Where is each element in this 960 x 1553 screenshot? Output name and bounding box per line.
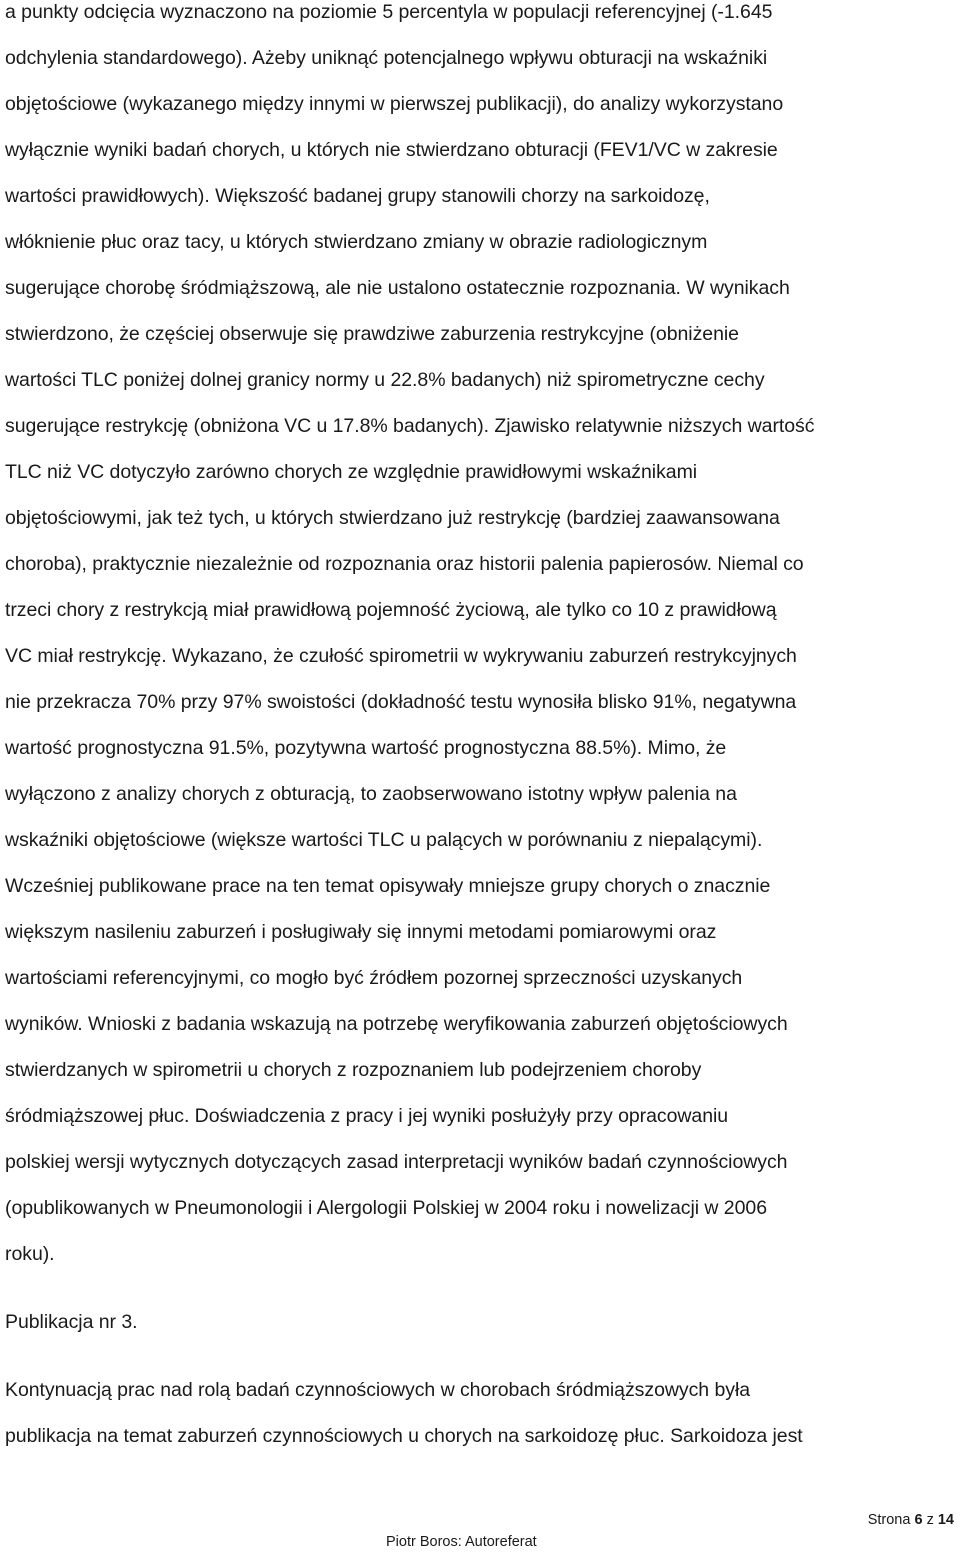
page-current: 6: [914, 1512, 923, 1528]
text-line: Wcześniej publikowane prace na ten temat opisywały mniejsze grupy chorych o znacznie: [5, 875, 771, 897]
section-heading: Publikacja nr 3.: [5, 1311, 138, 1333]
text-line: Kontynuacją prac nad rolą badań czynnościowych w chorobach śródmiąższowych była: [5, 1379, 751, 1401]
text-line: wartość prognostyczna 91.5%, pozytywna wartość prognostyczna 88.5%). Mimo, że: [5, 737, 727, 759]
text-line: większym nasileniu zaburzeń i posługiwały się innymi metodami pomiarowymi oraz: [5, 921, 717, 943]
text-line: wskaźniki objętościowe (większe wartości TLC u palących w porównaniu z niepalącymi).: [5, 829, 763, 851]
text-line: a punkty odcięcia wyznaczono na poziomie 5 percentyla w populacji referencyjnej (-1.645: [5, 1, 773, 23]
text-line: wartości TLC poniżej dolnej granicy normy u 22.8% badanych) niż spirometryczne cechy: [5, 369, 765, 391]
page-number: [868, 1511, 954, 1529]
text-line: wartości prawidłowych). Większość badanej grupy stanowili chorzy na sarkoidozę,: [5, 185, 710, 207]
text-line: (opublikowanych w Pneumonologii i Alergologii Polskiej w 2004 roku i nowelizacji w 2006: [5, 1197, 767, 1219]
text-line: trzeci chory z restrykcją miał prawidłową pojemność życiową, ale tylko co 10 z prawidłową: [5, 599, 777, 621]
text-line: włóknienie płuc oraz tacy, u których stwierdzano zmiany w obrazie radiologicznym: [5, 231, 708, 253]
text-line: wyników. Wnioski z badania wskazują na potrzebę weryfikowania zaburzeń objętościowych: [5, 1013, 788, 1035]
text-line: wyłączono z analizy chorych z obturacją, to zaobserwowano istotny wpływ palenia na: [5, 783, 737, 805]
text-line: choroba), praktycznie niezależnie od rozpoznania oraz historii palenia papierosów. Niemal co: [5, 553, 804, 575]
text-line: roku).: [5, 1243, 55, 1265]
footer-author: Piotr Boros: Autoreferat: [386, 1534, 537, 1550]
text-line: publikacja na temat zaburzeń czynnościowych u chorych na sarkoidozę płuc. Sarkoidoza jest: [5, 1425, 803, 1447]
text-line: wyłącznie wyniki badań chorych, u których nie stwierdzano obturacji (FEV1/VC w zakresie: [5, 139, 778, 161]
page-separator: z: [926, 1512, 934, 1528]
text-line: odchylenia standardowego). Ażeby uniknąć potencjalnego wpływu obturacji na wskaźniki: [5, 47, 768, 69]
text-line: wartościami referencyjnymi, co mogło być źródłem pozornej sprzeczności uzyskanych: [5, 967, 743, 989]
page-total: 14: [937, 1512, 954, 1528]
text-line: polskiej wersji wytycznych dotyczących zasad interpretacji wyników badań czynnościowych: [5, 1151, 788, 1173]
text-line: śródmiąższowej płuc. Doświadczenia z pracy i jej wyniki posłużyły przy opracowaniu: [5, 1105, 729, 1127]
text-line: stwierdzono, że częściej obserwuje się prawdziwe zaburzenia restrykcyjne (obniżenie: [5, 323, 739, 345]
text-line: stwierdzanych w spirometrii u chorych z rozpoznaniem lub podejrzeniem choroby: [5, 1059, 702, 1081]
page-label: Strona: [867, 1512, 911, 1528]
text-line: sugerujące restrykcję (obniżona VC u 17.8% badanych). Zjawisko relatywnie niższych wartość: [5, 415, 815, 437]
text-line: VC miał restrykcję. Wykazano, że czułość spirometrii w wykrywaniu zaburzeń restrykcyjnych: [5, 645, 797, 667]
text-line: nie przekracza 70% przy 97% swoistości (dokładność testu wynosiła blisko 91%, negatywna: [5, 691, 797, 713]
text-line: TLC niż VC dotyczyło zarówno chorych ze względnie prawidłowymi wskaźnikami: [5, 461, 698, 483]
text-line: objętościowymi, jak też tych, u których stwierdzano już restrykcję (bardziej zaawansowana: [5, 507, 780, 529]
text-line: sugerujące chorobę śródmiąższową, ale nie ustalono ostatecznie rozpoznania. W wynikach: [5, 277, 790, 299]
text-line: objętościowe (wykazanego między innymi w pierwszej publikacji), do analizy wykorzystano: [5, 93, 784, 115]
